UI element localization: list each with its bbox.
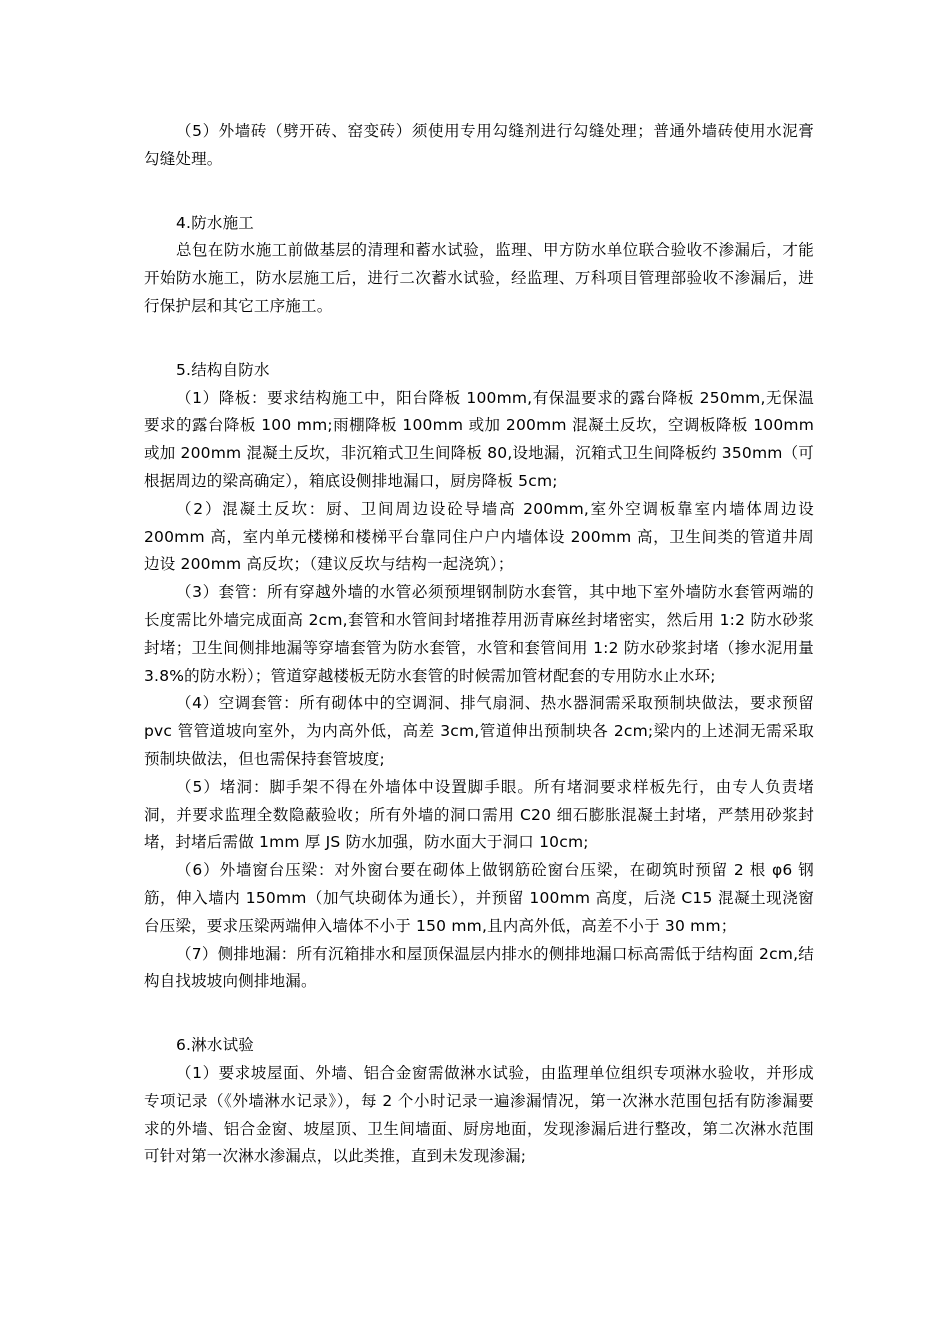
spacer <box>144 174 814 210</box>
section-heading-waterproofing: 4.防水施工 <box>176 213 254 232</box>
list-item-slab-drop: （1）降板：要求结构施工中，阳台降板 100mm,有保温要求的露台降板 250mm,无保温要求的露台降板 100 mm;雨棚降板 100mm 或加 200mm 混凝土反坎，空调板降板 100mm 或加 200mm 混凝土反坎，非沉箱式卫生间降板 80,设地漏，沉箱式卫生间降板约 350mm（可根据周边的梁高确定），箱底设侧排地漏口，厨房降板 5cm; <box>144 388 814 490</box>
list-item-window-sill-beam: （6）外墙窗台压梁：对外窗台要在砌体上做钢筋砼窗台压梁，在砌筑时预留 2 根 φ6 钢筋，伸入墙内 150mm（加气块砌体为通长），并预留 100mm 高度，后浇 C15 混凝土现浇窗台压梁，要求压梁两端伸入墙体不小于 150 mm,且内高外低，高差不小于 30 mm； <box>144 861 814 935</box>
list-item-sleeve: （3）套管：所有穿越外墙的水管必须预埋钢制防水套管，其中地下室外墙防水套管两端的长度需比外墙完成面高 2cm,套管和水管间封堵推荐用沥青麻丝封堵密实，然后用 1:2 防水砂浆封堵；卫生间侧排地漏等穿墙套管为防水套管，水管和套管间用 1:2 防水砂浆封堵（掺水泥用量 3.8%的防水粉）；管道穿越楼板无防水套管的时候需加管材配套的专用防水止水环; <box>144 583 814 685</box>
list-item-hole-plugging: （5）堵洞：脚手架不得在外墙体中设置脚手眼。所有堵洞要求样板先行，由专人负责堵洞，并要求监理全数隐蔽验收；所有外墙的洞口需用 C20 细石膨胀混凝土封堵，严禁用砂浆封堵，封堵后需做 1mm 厚 JS 防水加强，防水面大于洞口 10cm; <box>144 777 814 852</box>
list-item-ac-sleeve: （4）空调套管：所有砌体中的空调洞、排气扇洞、热水器洞需采取预制块做法，要求预留 pvc 管管道坡向室外，为内高外低，高差 3cm,管道伸出预制块各 2cm;梁内的上述洞无需采取预制块做法，但也需保持套管坡度; <box>144 694 814 768</box>
paragraph-waterproofing-procedure: 总包在防水施工前做基层的清理和蓄水试验，监理、甲方防水单位联合验收不渗漏后，才能开始防水施工，防水层施工后，进行二次蓄水试验，经监理、万科项目管理部验收不渗漏后，进行保护层和其它工序施工。 <box>144 241 814 315</box>
list-item-spray-test-requirement: （1）要求坡屋面、外墙、铝合金窗需做淋水试验，由监理单位组织专项淋水验收，并形成专项记录（《外墙淋水记录》），每 2 个小时记录一遍渗漏情况，第一次淋水范围包括有防渗漏要求的外墙、铝合金窗、坡屋顶、卫生间墙面、厨房地面，发现渗漏后进行整改，第二次淋水范围可针对第一次淋水渗漏点，以此类推，直到未发现渗漏; <box>144 1063 814 1166</box>
document-page <box>144 118 814 1171</box>
list-item-side-drain: （7）侧排地漏：所有沉箱排水和屋顶保温层内排水的侧排地漏口标高需低于结构面 2cm,结构自找坡坡向侧排地漏。 <box>144 944 814 991</box>
section-heading-structural-waterproofing: 5.结构自防水 <box>176 360 270 379</box>
list-item-concrete-curb: （2）混凝土反坎：厨、卫间周边设砼导墙高 200mm,室外空调板靠室内墙体周边设 200mm 高，室内单元楼梯和楼梯平台靠同住户户内墙体设 200mm 高，卫生间类的管道井周边设 200mm 高反坎；（建议反坎与结构一起浇筑）； <box>144 499 814 574</box>
spacer <box>144 321 814 357</box>
section-heading-water-spray-test: 6.淋水试验 <box>176 1036 254 1055</box>
spacer <box>144 996 814 1032</box>
paragraph-exterior-tile-grouting: （5）外墙砖（劈开砖、窑变砖）须使用专用勾缝剂进行勾缝处理；普通外墙砖使用水泥膏勾缝处理。 <box>144 122 814 168</box>
